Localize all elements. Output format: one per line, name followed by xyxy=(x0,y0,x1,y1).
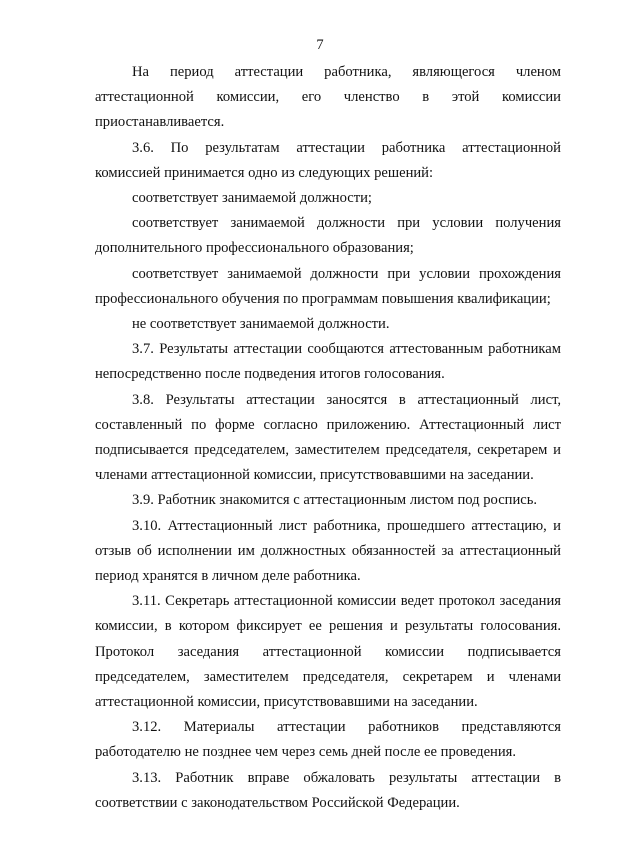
text-line: комиссией принимается одно из следующих решений: xyxy=(95,164,434,181)
decision-option-2 xyxy=(95,211,561,261)
text-line: подписывается председателем, заместителем председателя, секретарем и xyxy=(95,442,561,459)
text-line: не соответствует занимаемой должности. xyxy=(132,316,390,333)
text-line: непосредственно после подведения итогов голосования. xyxy=(95,366,445,383)
text-line: 3.13. Работник вправе обжаловать результаты аттестации в xyxy=(132,769,561,786)
text-line: 3.10. Аттестационный лист работника, прошедшего аттестацию, и xyxy=(132,517,561,534)
text-line: работодателю не позднее чем через семь дней после ее проведения. xyxy=(95,744,517,761)
text-line: 3.8. Результаты аттестации заносятся в аттестационный лист, xyxy=(132,391,561,408)
text-line: дополнительного профессионального образования; xyxy=(95,240,414,257)
text-line: председателем, заместителем председателя, секретарем и членами xyxy=(95,668,561,685)
decision-option-3 xyxy=(95,262,561,312)
paragraph-3-7 xyxy=(95,337,561,387)
text-line: приостанавливается. xyxy=(95,114,225,131)
text-line: период хранятся в личном деле работника. xyxy=(95,568,361,585)
text-line: 3.11. Секретарь аттестационной комиссии ведет протокол заседания xyxy=(132,593,561,610)
page-number: 7 xyxy=(316,37,324,53)
text-line: членами аттестационной комиссии, присутствовавшими на заседании. xyxy=(95,467,534,484)
paragraph-3-11 xyxy=(95,589,561,715)
paragraph-3-9 xyxy=(95,488,561,513)
text-line: 3.12. Материалы аттестации работников представляются xyxy=(132,719,561,736)
text-line: Протокол заседания аттестационной комиссии подписывается xyxy=(95,643,561,660)
document-body xyxy=(95,60,561,816)
text-line: соответствует занимаемой должности при условии получения xyxy=(132,215,561,232)
paragraph-3-13 xyxy=(95,766,561,816)
text-line: аттестационной комиссии, присутствовавшими на заседании. xyxy=(95,694,478,711)
text-line: комиссии, в котором фиксирует ее решения и результаты голосования. xyxy=(95,618,561,635)
paragraph-3-8 xyxy=(95,388,561,489)
text-line: отзыв об исполнении им должностных обязанностей за аттестационный xyxy=(95,542,561,559)
paragraph-3-10 xyxy=(95,514,561,590)
text-line: 3.9. Работник знакомится с аттестационным листом под роспись. xyxy=(132,492,538,509)
paragraph-3-12 xyxy=(95,715,561,765)
text-line: 3.7. Результаты аттестации сообщаются аттестованным работникам xyxy=(132,341,561,358)
text-line: аттестационной комиссии, его членство в этой комиссии xyxy=(95,89,561,106)
text-line: соответствии с законодательством Российской Федерации. xyxy=(95,794,460,811)
text-line: составленный по форме согласно приложению. Аттестационный лист xyxy=(95,416,561,433)
text-line: профессионального обучения по программам повышения квалификации; xyxy=(95,290,551,307)
paragraph-3-6 xyxy=(95,136,561,186)
text-line: соответствует занимаемой должности при условии прохождения xyxy=(132,265,561,282)
text-line: 3.6. По результатам аттестации работника аттестационной xyxy=(132,139,561,156)
decision-option-4 xyxy=(95,312,561,337)
text-line: соответствует занимаемой должности; xyxy=(132,190,372,207)
decision-option-1 xyxy=(95,186,561,211)
text-line: На период аттестации работника, являющегося членом xyxy=(132,64,561,80)
paragraph-intro xyxy=(95,60,561,136)
